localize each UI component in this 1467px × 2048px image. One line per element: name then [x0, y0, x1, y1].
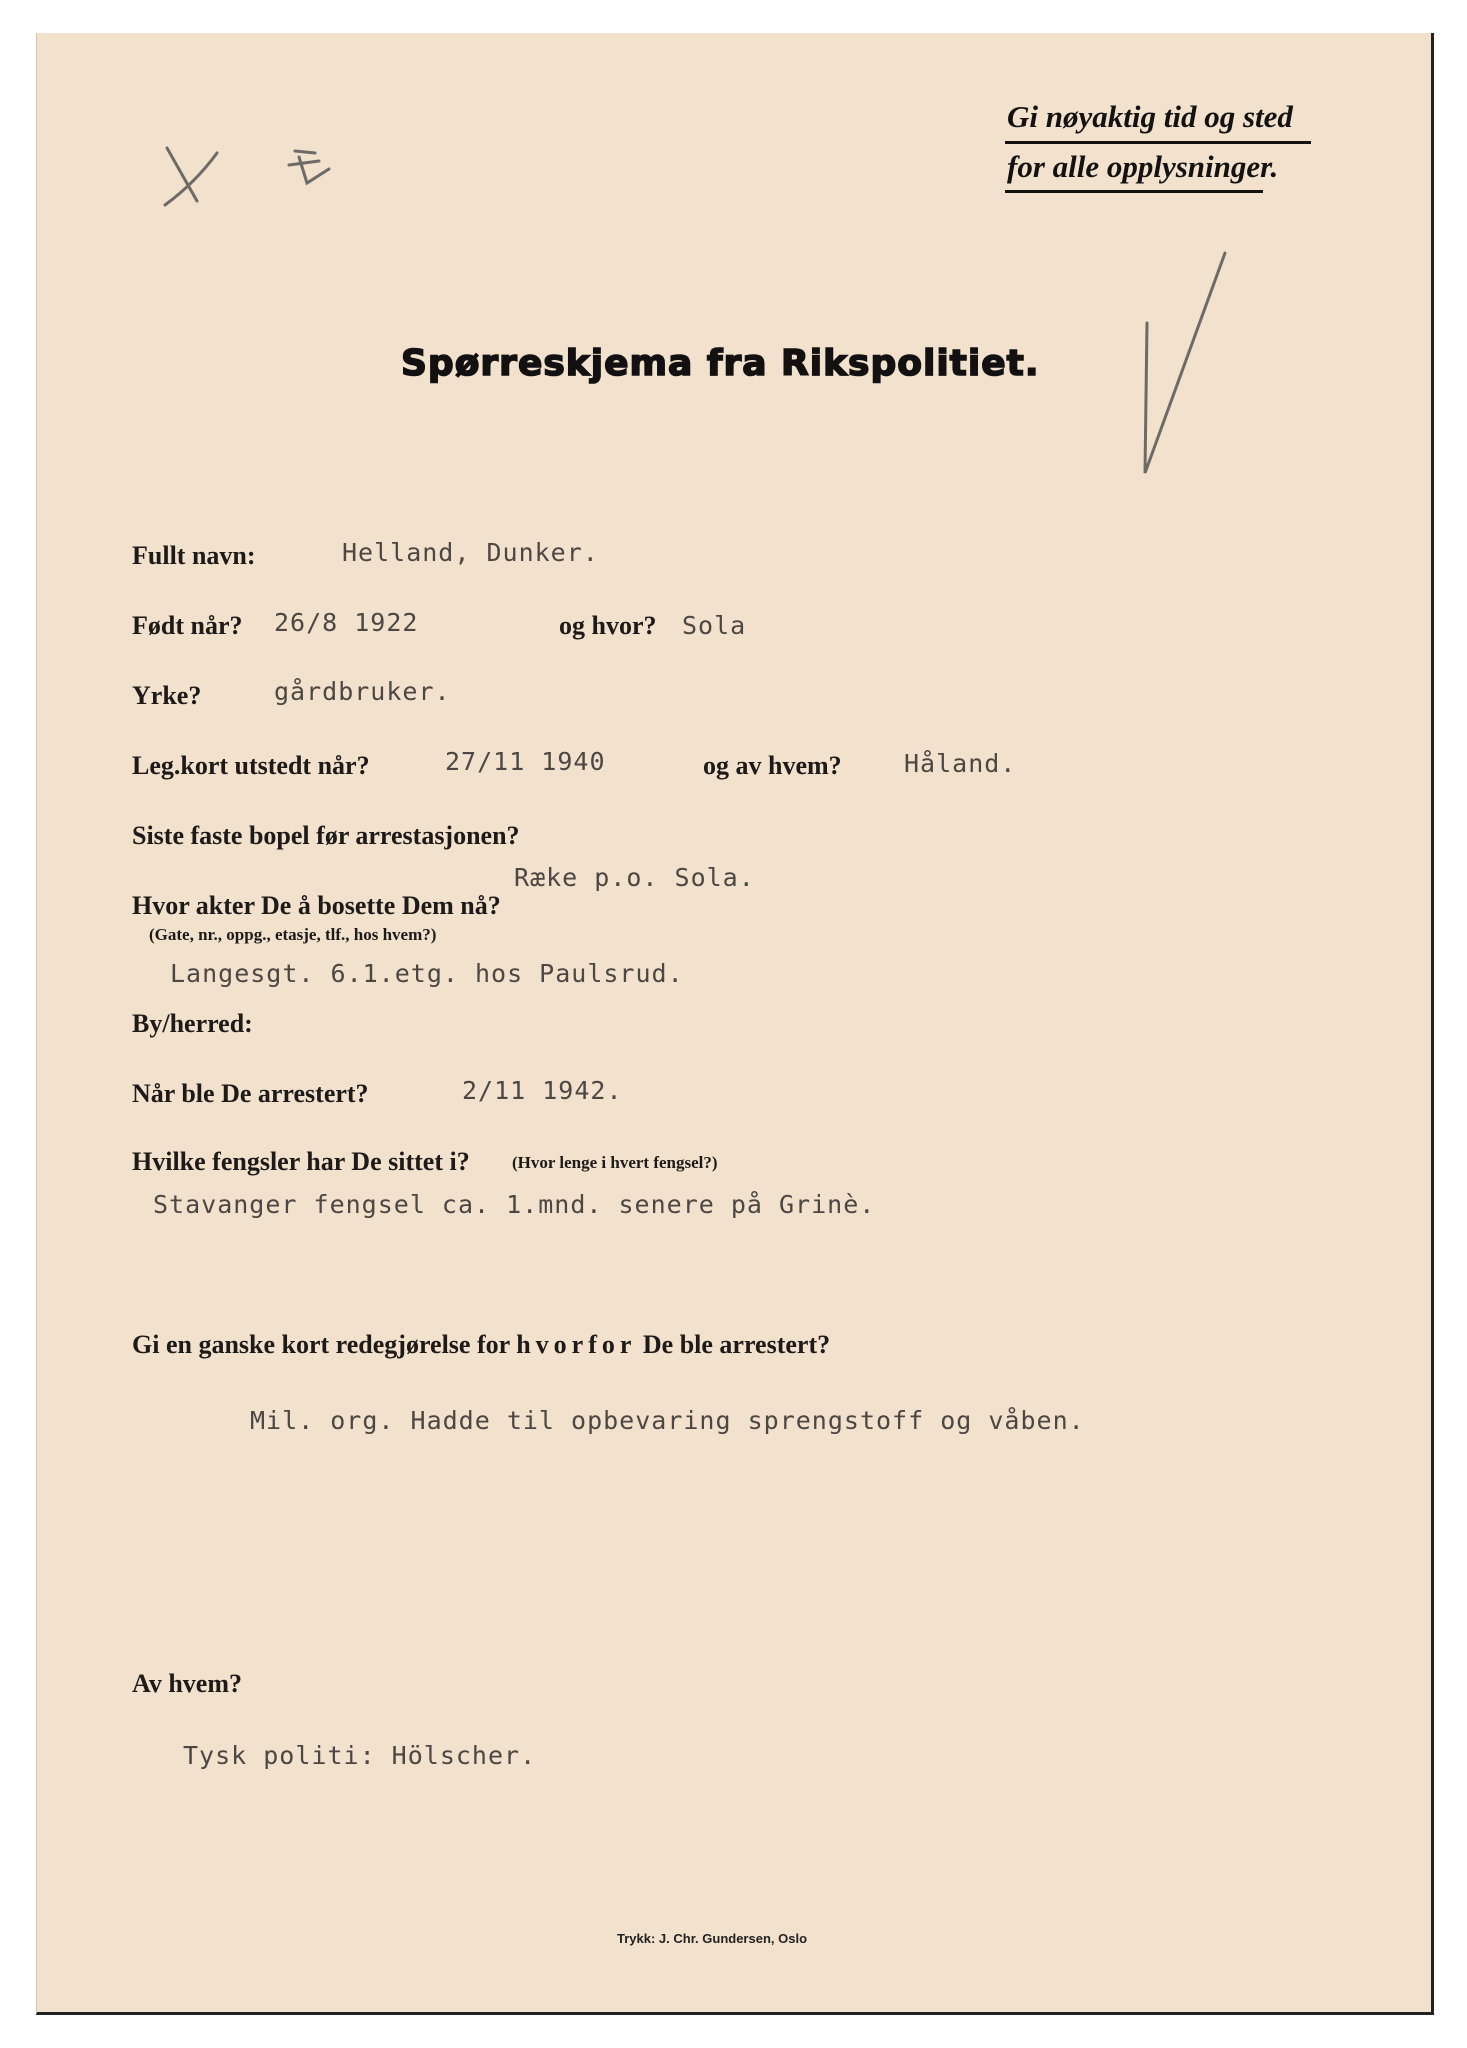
occupation-label: Yrke?	[132, 681, 202, 710]
pencil-check-mark	[1145, 253, 1225, 473]
last-residence-value: Ræke p.o. Sola.	[514, 863, 755, 892]
settle-where-label: Hvor akter De å bosette Dem nå?	[132, 891, 501, 920]
by-whom-value: Tysk politi: Hölscher.	[183, 1741, 537, 1770]
born-where-value: Sola	[682, 611, 747, 640]
printer-imprint: Trykk: J. Chr. Gundersen, Oslo	[617, 1931, 808, 1946]
reason-label-emphasis: hvorfor	[516, 1330, 637, 1359]
instruction-line-2: for alle opplysninger.	[1007, 149, 1279, 184]
prisons-value: Stavanger fengsel ca. 1.mnd. senere på Grinè.	[153, 1190, 876, 1219]
born-when-label: Født når?	[132, 611, 243, 640]
reason-label	[132, 1330, 830, 1360]
reason-label-after: De ble arrestert?	[642, 1330, 831, 1359]
town-label: By/herred:	[132, 1009, 253, 1038]
settle-where-value: Langesgt. 6.1.etg. hos Paulsrud.	[170, 959, 684, 988]
full-name-value: Helland, Dunker.	[342, 538, 599, 567]
born-when-value: 26/8 1922	[274, 608, 419, 637]
full-name-label: Fullt navn:	[132, 541, 256, 570]
pencil-initials-mark	[289, 151, 329, 183]
by-whom-label: Av hvem?	[132, 1669, 243, 1698]
id-issued-by-label: og av hvem?	[703, 751, 842, 780]
reason-value: Mil. org. Hadde til opbevaring sprengstoff og våben.	[250, 1406, 1085, 1435]
form-title: Spørreskjema fra Rikspolitiet.	[401, 343, 1040, 384]
prisons-hint: (Hvor lenge i hvert fengsel?)	[512, 1153, 718, 1172]
instruction-line-1: Gi nøyaktig tid og sted	[1007, 99, 1293, 134]
arrested-when-value: 2/11 1942.	[462, 1076, 623, 1105]
id-issued-when-value: 27/11 1940	[445, 747, 606, 776]
id-issued-by-value: Håland.	[904, 749, 1017, 778]
last-residence-label: Siste faste bopel før arrestasjonen?	[132, 821, 520, 850]
reason-label-before: Gi en ganske kort redegjørelse for	[132, 1330, 510, 1359]
occupation-value: gårdbruker.	[274, 677, 451, 706]
born-where-label: og hvor?	[559, 611, 657, 640]
settle-where-hint: (Gate, nr., oppg., etasje, tlf., hos hvem?)	[149, 925, 437, 944]
form-sheet	[36, 33, 1434, 2015]
arrested-when-label: Når ble De arrestert?	[132, 1079, 369, 1108]
prisons-label: Hvilke fengsler har De sittet i?	[132, 1147, 470, 1176]
id-issued-when-label: Leg.kort utstedt når?	[132, 751, 370, 780]
